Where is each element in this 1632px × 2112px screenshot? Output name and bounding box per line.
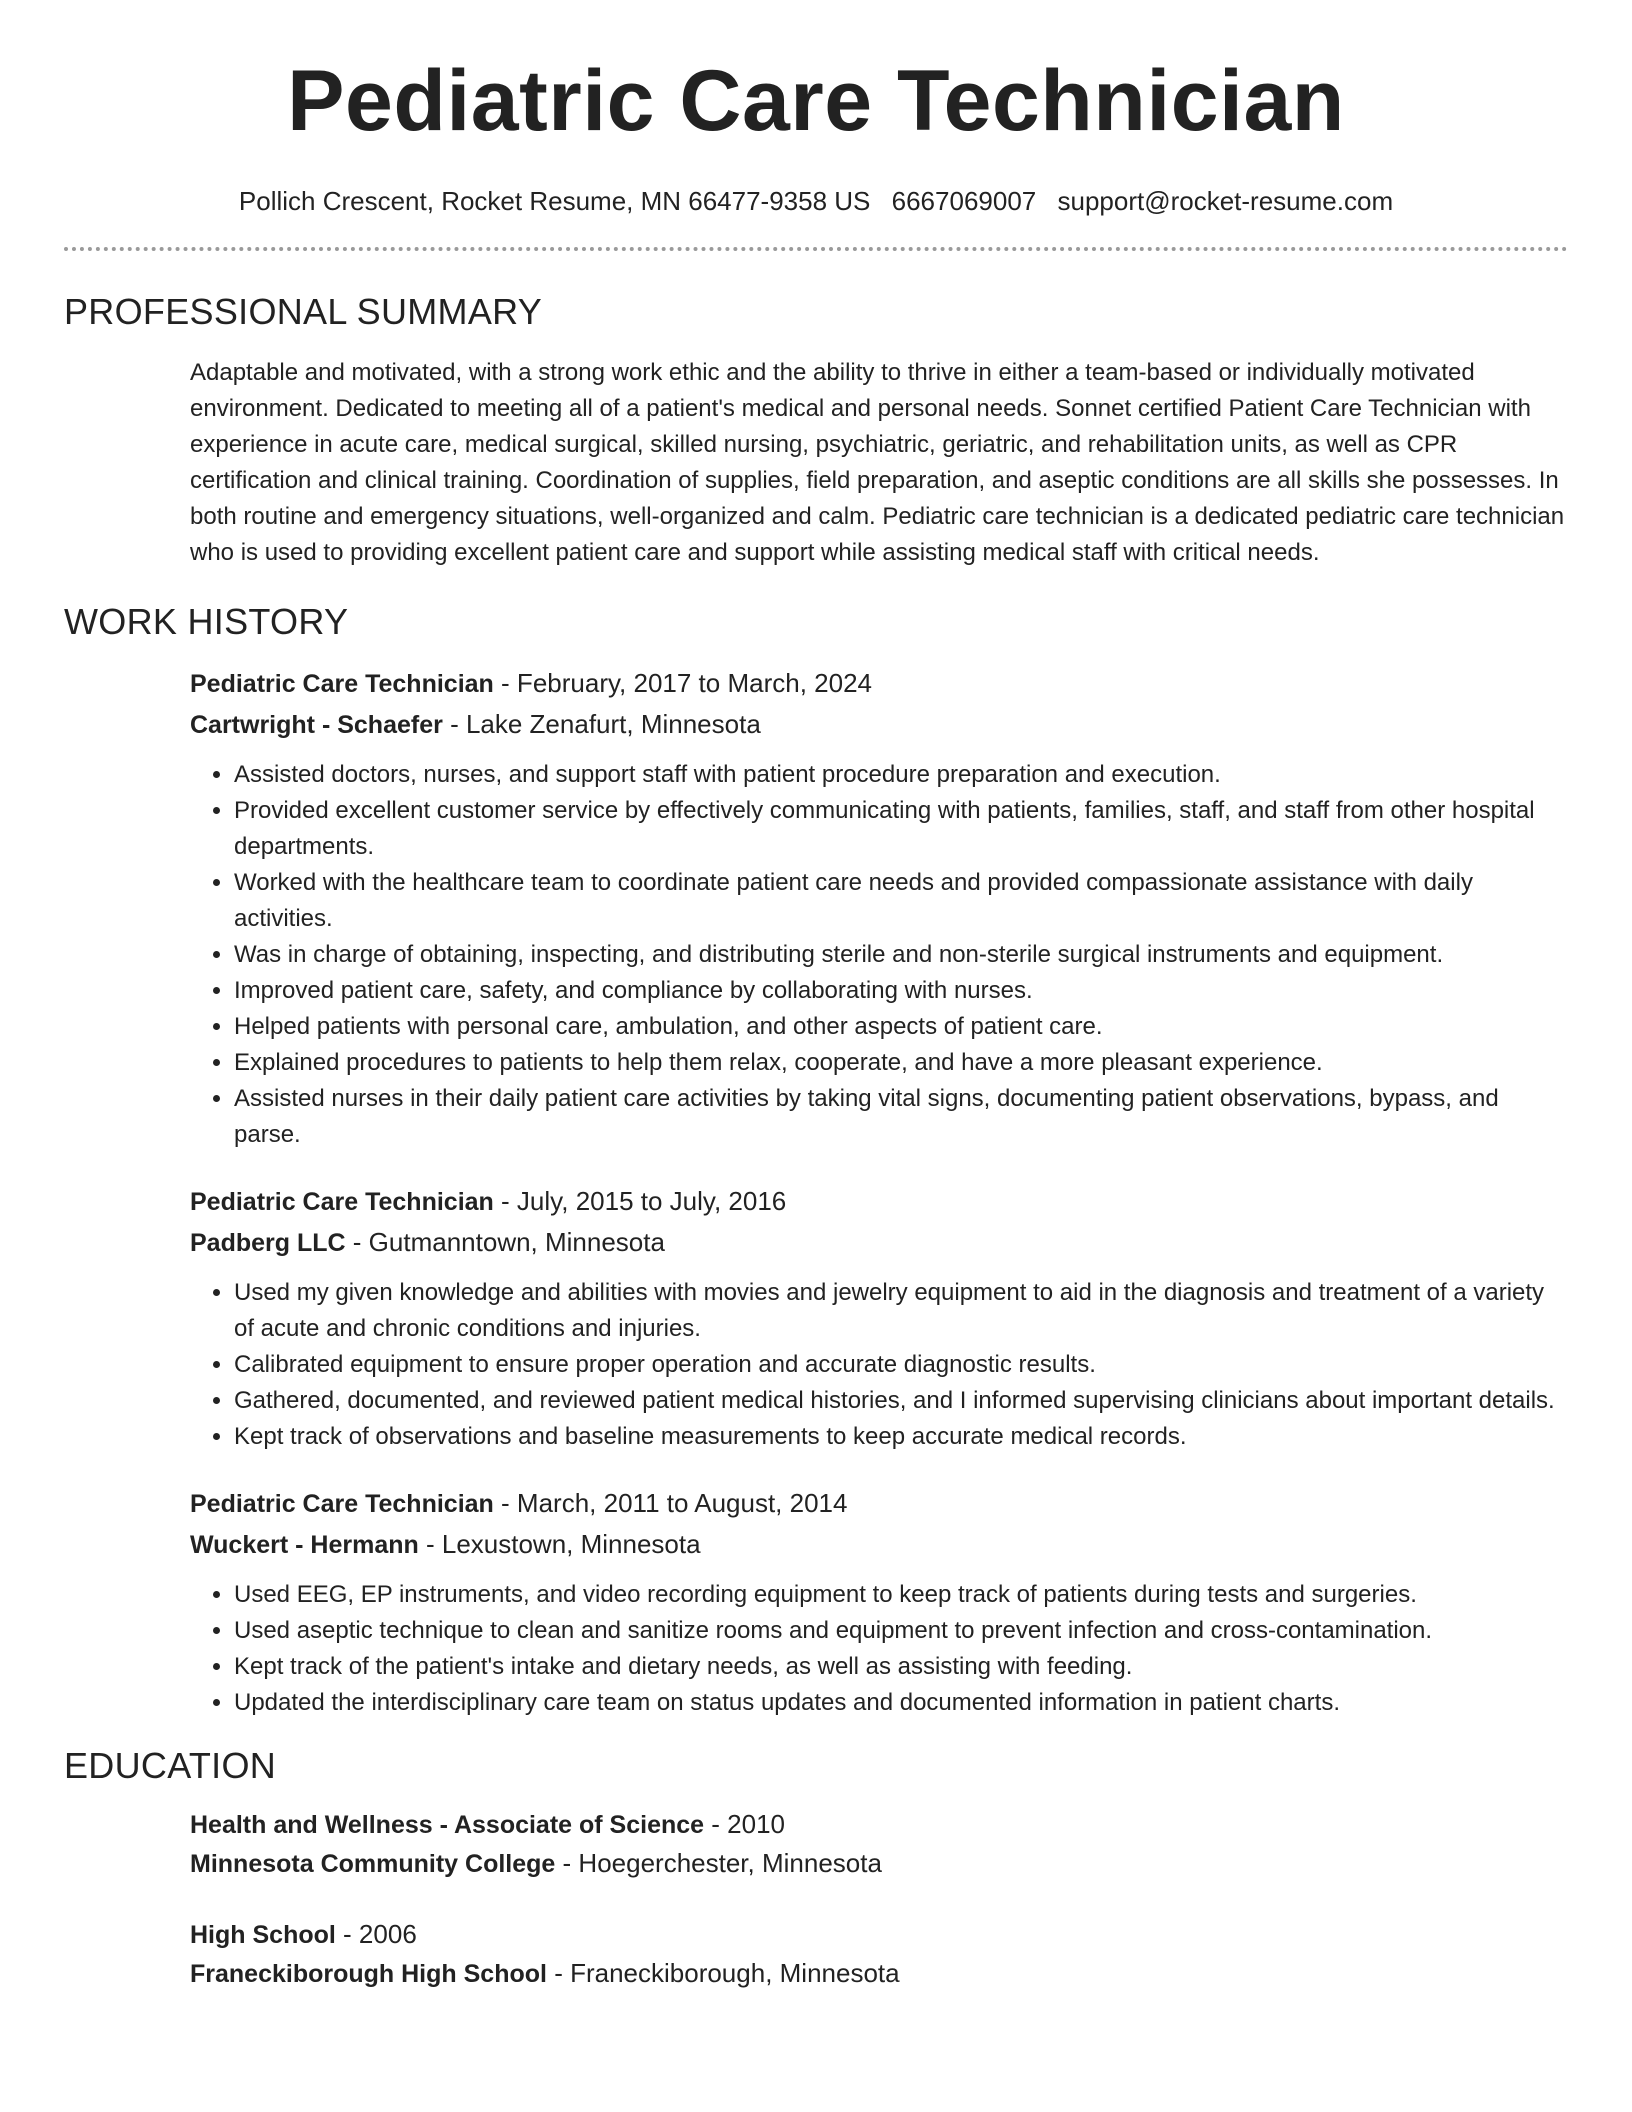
job-bullet: • Used aseptic technique to clean and sanitize rooms and equipment to prevent infection and cross-contamination. [234, 1613, 1568, 1649]
job-company: Padberg LLC [190, 1229, 346, 1257]
job-company-line [190, 1222, 1568, 1263]
job-dates: - February, 2017 to March, 2024 [493, 668, 872, 698]
job-bullet: • Provided excellent customer service by effectively communicating with patients, families, staff, and staff from other hospital departments. [234, 793, 1568, 865]
job-role: Pediatric Care Technician [190, 1490, 494, 1518]
job-bullet: • Worked with the healthcare team to coordinate patient care needs and provided compassionate assistance with daily activities. [234, 865, 1568, 937]
education-degree-line [190, 1915, 1568, 1954]
education-school: Franeckiborough High School [190, 1960, 547, 1988]
job-title-line [190, 663, 1568, 704]
summary-text: Adaptable and motivated, with a strong work ethic and the ability to thrive in either a team-based or individually motivated environment. Dedicated to meeting all of a patient's medical and personal needs. Sonnet certified Patient Care Technician with experience in acute care, medical surgical, skilled nursing, psychiatric, geriatric, and rehabilitation units, as well as CPR certification and clinical training. Coordination of supplies, field preparation, and aseptic conditions are all skills she possesses. In both routine and emergency situations, well-organized and calm. Pediatric care technician is a dedicated pediatric care technician who is used to providing excellent patient care and support while assisting medical staff with critical needs. [190, 359, 1565, 566]
job-location: - Gutmanntown, Minnesota [345, 1227, 665, 1257]
education-degree: High School [190, 1921, 336, 1949]
job-company-line [190, 704, 1568, 745]
job-entry [64, 1181, 1568, 1455]
job-dates: - March, 2011 to August, 2014 [493, 1488, 848, 1518]
job-bullet-list [190, 757, 1568, 1153]
job-title-line [190, 1483, 1568, 1524]
education-school-line [190, 1954, 1568, 1993]
job-role: Pediatric Care Technician [190, 670, 494, 698]
job-bullet: • Updated the interdisciplinary care team on status updates and documented information in patient charts. [234, 1685, 1568, 1721]
job-bullet: • Was in charge of obtaining, inspecting, and distributing sterile and non-sterile surgical instruments and equipment. [234, 937, 1568, 973]
job-location: - Lexustown, Minnesota [418, 1529, 701, 1559]
job-location: - Lake Zenafurt, Minnesota [442, 709, 761, 739]
job-bullet: • Calibrated equipment to ensure proper operation and accurate diagnostic results. [234, 1347, 1568, 1383]
job-bullet-list [190, 1275, 1568, 1455]
contact-line [64, 186, 1568, 217]
job-company: Wuckert - Hermann [190, 1531, 419, 1559]
job-bullet: • Improved patient care, safety, and compliance by collaborating with nurses. [234, 973, 1568, 1009]
contact-phone: 6667069007 [891, 186, 1037, 216]
job-bullet-list [190, 1577, 1568, 1721]
candidate-name: Pediatric Care Technician [287, 53, 1345, 149]
work-history-heading: WORK HISTORY [64, 601, 349, 642]
job-bullet: • Helped patients with personal care, ambulation, and other aspects of patient care. [234, 1009, 1568, 1045]
education-year: - 2006 [335, 1919, 417, 1949]
job-bullet: • Assisted nurses in their daily patient care activities by taking vital signs, documenting patient observations, bypass, and parse. [234, 1081, 1568, 1153]
education-location: - Hoegerchester, Minnesota [555, 1848, 882, 1878]
job-bullet: • Kept track of observations and baseline measurements to keep accurate medical records. [234, 1419, 1568, 1455]
education-entry [64, 1915, 1568, 1993]
job-bullet: • Used my given knowledge and abilities with movies and jewelry equipment to aid in the diagnosis and treatment of a variety of acute and chronic conditions and injuries. [234, 1275, 1568, 1347]
contact-address: Pollich Crescent, Rocket Resume, MN 66477-9358 US [238, 186, 871, 216]
contact-email: support@rocket-resume.com [1057, 186, 1394, 216]
education-heading: EDUCATION [64, 1745, 277, 1786]
job-role: Pediatric Care Technician [190, 1188, 494, 1216]
job-bullet: • Explained procedures to patients to help them relax, cooperate, and have a more pleasant experience. [234, 1045, 1568, 1081]
education-location: - Franeckiborough, Minnesota [546, 1958, 900, 1988]
job-bullet: • Used EEG, EP instruments, and video recording equipment to keep track of patients during tests and surgeries. [234, 1577, 1568, 1613]
education-school-line [190, 1844, 1568, 1883]
job-company-line [190, 1524, 1568, 1565]
education-degree: Health and Wellness - Associate of Science [190, 1811, 705, 1839]
job-company: Cartwright - Schaefer [190, 711, 443, 739]
education-degree-line [190, 1805, 1568, 1844]
header-divider [64, 247, 1568, 251]
summary-heading: PROFESSIONAL SUMMARY [64, 291, 543, 332]
summary-section [64, 355, 1568, 571]
job-title-line [190, 1181, 1568, 1222]
education-school: Minnesota Community College [190, 1850, 556, 1878]
job-bullet: • Kept track of the patient's intake and dietary needs, as well as assisting with feeding. [234, 1649, 1568, 1685]
job-entry [64, 1483, 1568, 1721]
education-year: - 2010 [704, 1809, 786, 1839]
job-bullet: • Gathered, documented, and reviewed patient medical histories, and I informed supervising clinicians about important details. [234, 1383, 1568, 1419]
education-entry [64, 1805, 1568, 1883]
job-bullet: • Assisted doctors, nurses, and support staff with patient procedure preparation and execution. [234, 757, 1568, 793]
job-dates: - July, 2015 to July, 2016 [493, 1186, 787, 1216]
job-entry [64, 663, 1568, 1153]
